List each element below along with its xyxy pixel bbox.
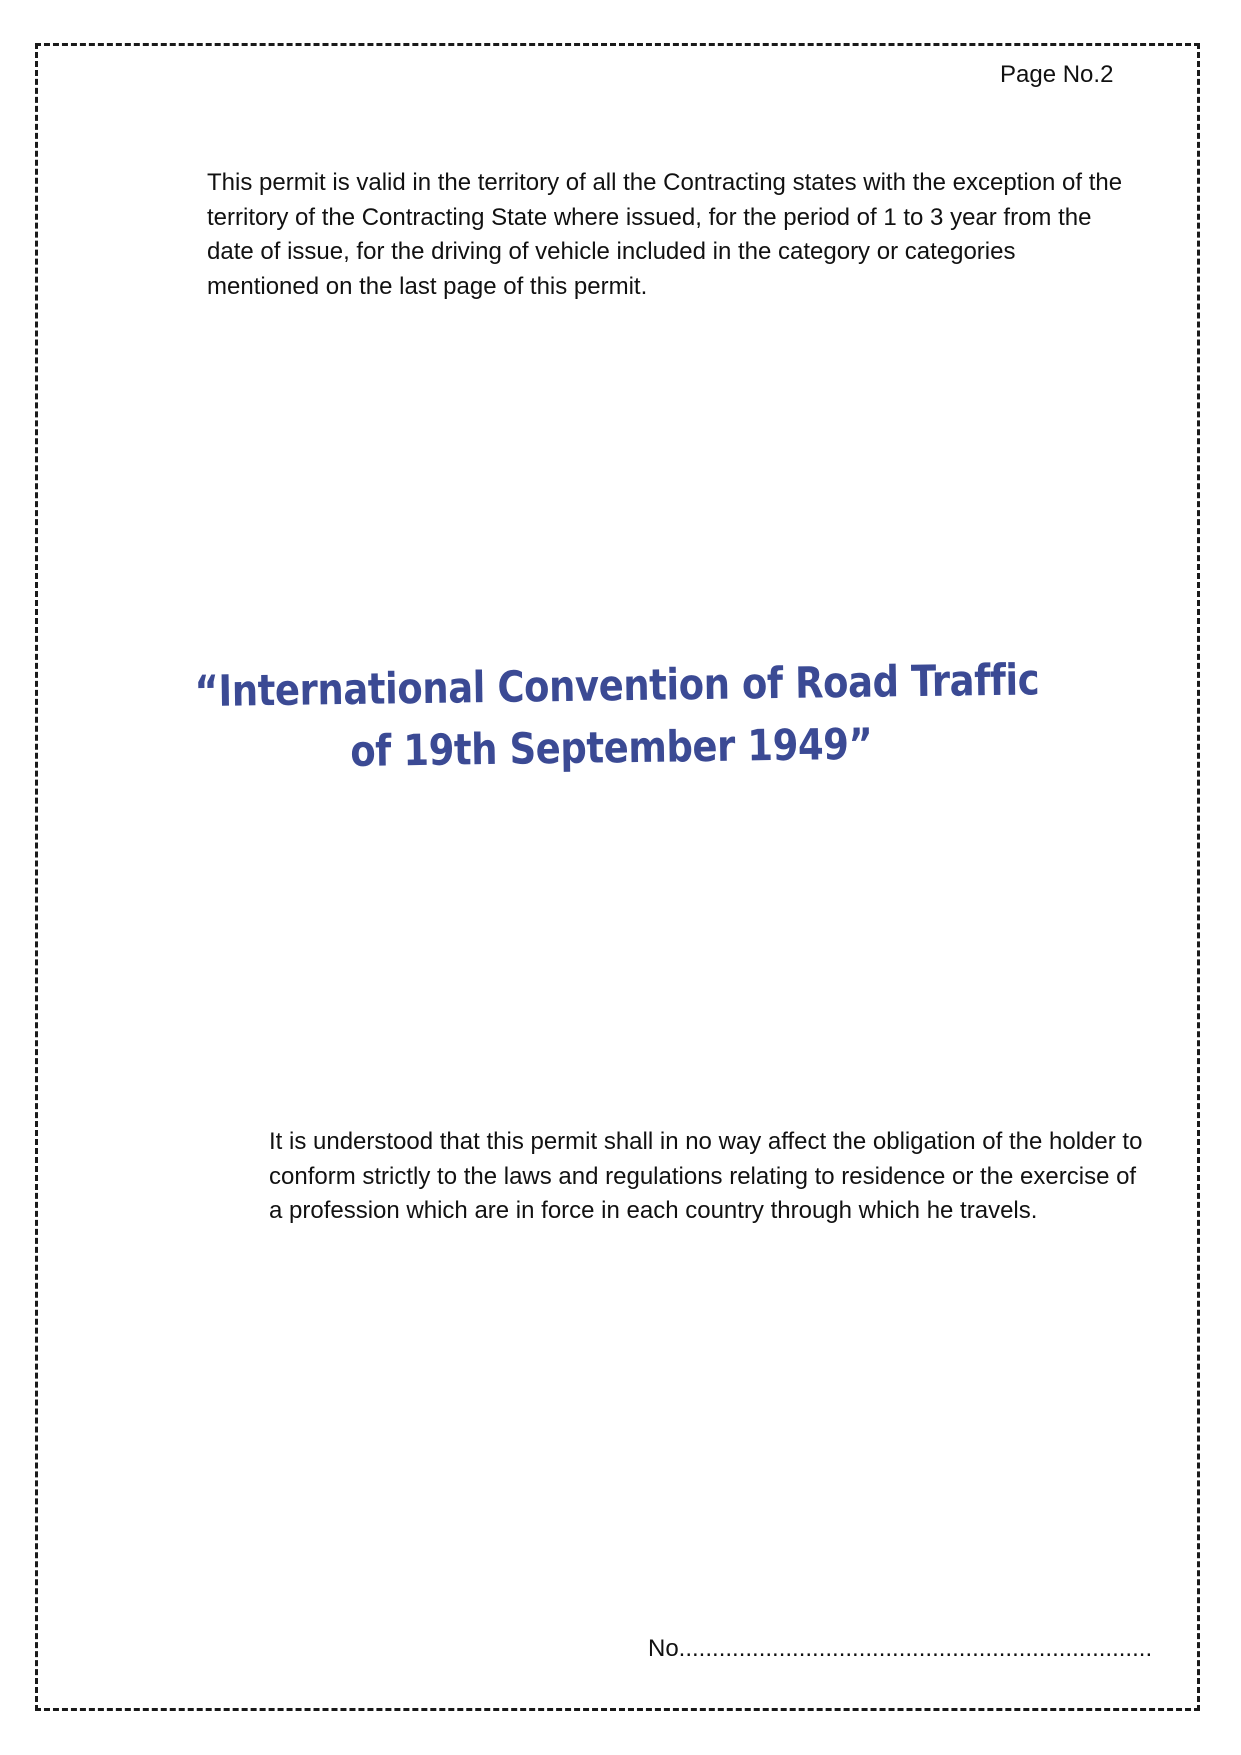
validity-paragraph: This permit is valid in the territory of all the Contracting states with the exception of the territory of the Contracting State where issued, for the period of 1 to 3 year from the date of issue, for the driving of vehicle included in the category or categories mentioned on the last page of this permit. xyxy=(207,169,1123,300)
obligation-paragraph: It is understood that this permit shall in no way affect the obligation of the holder to conform strictly to the laws and regulations relating to residence or the exercise of a profession which are in force in each country through which he travels. xyxy=(269,1128,1143,1224)
stamp-line-2: of 19th September 1949” xyxy=(349,719,873,777)
page-number: Page No.2 xyxy=(1000,61,1114,88)
convention-stamp xyxy=(194,649,1076,785)
permit-number-field: No....................................................................... xyxy=(648,1635,1153,1662)
stamp-line-1: “International Convention of Road Traffic xyxy=(194,655,1040,718)
